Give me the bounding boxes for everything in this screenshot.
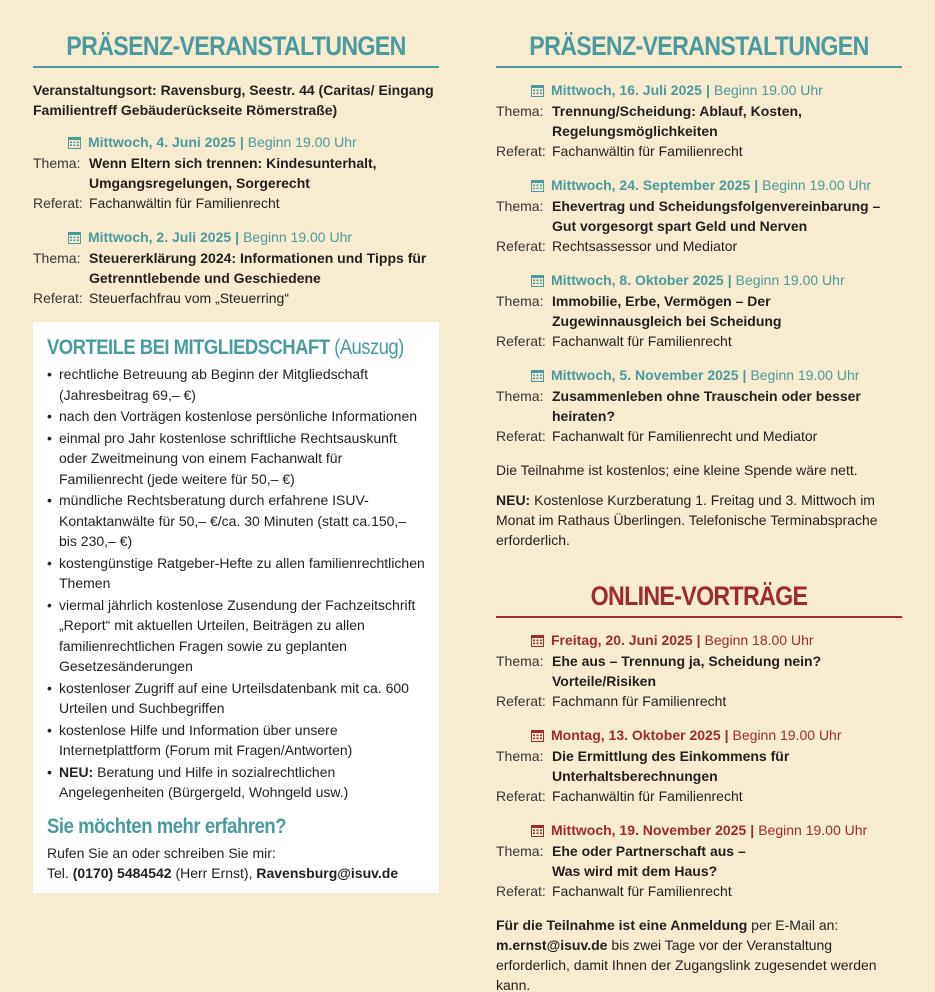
event-referat: Fachanwalt für Familienrecht	[552, 333, 732, 349]
registration-note	[496, 915, 902, 992]
event-date-line	[496, 630, 902, 650]
list-item: • kostenloser Zugriff auf eine Urteilsdatenbank mit ca. 600 Urteilen und Suchbegriffen	[47, 678, 425, 719]
thema-label: Thema:	[496, 748, 544, 764]
calendar-icon	[531, 369, 544, 382]
event-thema-row	[496, 386, 902, 426]
event-referat-row	[496, 691, 902, 711]
event-referat: Fachmann für Familienrecht	[552, 693, 727, 709]
event-referat-row	[496, 141, 902, 161]
event-date-line	[33, 227, 439, 247]
online-heading-rule	[496, 616, 902, 618]
event-online-1	[496, 725, 902, 806]
registration-bold: Für die Teilnahme ist eine Anmeldung	[496, 917, 748, 933]
thema-label: Thema:	[496, 843, 544, 859]
event-referat: Steuerfachfrau vom „Steuerring“	[89, 290, 289, 306]
neu-note	[496, 490, 902, 550]
thema-label: Thema:	[496, 198, 544, 214]
list-item: • mündliche Rechtsberatung durch erfahrene ISUV-Kontaktanwälte für 50,– €/ca. 30 Minuten (statt ca.150,– bis 230,– €)	[47, 490, 425, 552]
thema-label: Thema:	[496, 293, 544, 309]
referat-label: Referat:	[33, 195, 83, 211]
right-heading: PRÄSENZ-VERANSTALTUNGEN	[529, 31, 869, 61]
event-thema: Ehe oder Partnerschaft aus – Was wird mit dem Haus?	[552, 843, 746, 879]
event-date: Mittwoch, 16. Juli 2025	[551, 82, 702, 98]
left-heading: PRÄSENZ-VERANSTALTUNGEN	[66, 31, 406, 61]
event-thema: Wenn Eltern sich trennen: Kindesunterhalt, Umgangsregelungen, Sorgerecht	[89, 155, 377, 191]
event-begin: Beginn 18.00 Uhr	[704, 632, 814, 648]
event-date-line	[496, 725, 902, 745]
thema-label: Thema:	[33, 155, 81, 171]
event-referat: Fachanwältin für Familienrecht	[552, 788, 743, 804]
registration-text: per E-Mail an:	[751, 917, 839, 933]
event-thema: Zusammenleben ohne Trauschein oder besser heiraten?	[552, 388, 861, 424]
thema-label: Thema:	[496, 653, 544, 669]
left-column	[33, 28, 439, 893]
event-thema: Trennung/Scheidung: Ablauf, Kosten, Regelungsmöglichkeiten	[552, 103, 802, 139]
more-info-line: Rufen Sie an oder schreiben Sie mir:	[47, 844, 276, 861]
event-date: Mittwoch, 8. Oktober 2025	[551, 272, 724, 288]
event-right-1	[496, 175, 902, 256]
event-begin: Beginn 19.00 Uhr	[243, 229, 353, 245]
event-date: Mittwoch, 19. November 2025	[551, 822, 747, 838]
event-begin: Beginn 19.00 Uhr	[762, 177, 872, 193]
event-referat-row	[496, 881, 902, 901]
benefits-title-suffix: (Auszug)	[334, 336, 404, 359]
contact-name: (Herr Ernst),	[175, 864, 253, 881]
event-date: Montag, 13. Oktober 2025	[551, 727, 721, 743]
event-thema: Ehevertrag und Scheidungsfolgenvereinbarung – Gut vorgesorgt spart Geld und Nerven	[552, 198, 881, 234]
calendar-icon	[531, 729, 544, 742]
event-referat-row	[496, 331, 902, 351]
event-date-separator: |	[742, 367, 747, 383]
event-referat-row	[33, 193, 439, 213]
free-note: Die Teilnahme ist kostenlos; eine kleine Spende wäre nett.	[496, 462, 858, 478]
thema-label: Thema:	[496, 103, 544, 119]
list-item: • einmal pro Jahr kostenlose schriftliche Rechtsauskunft oder Zweitmeinung von einem Fachanwalt für Familienrecht (jede weitere für 50,– €)	[47, 428, 425, 490]
event-referat: Fachanwalt für Familienrecht	[552, 883, 732, 899]
referat-label: Referat:	[496, 693, 546, 709]
event-thema-row	[496, 746, 902, 786]
event-date: Mittwoch, 4. Juni 2025	[88, 134, 236, 150]
event-left-1	[33, 227, 439, 308]
registration-text-2: bis zwei Tage vor der Veranstaltung erforderlich, damit Ihnen der Zugangslink zugesendet werden kann.	[496, 937, 877, 992]
event-left-0	[33, 132, 439, 213]
event-begin: Beginn 19.00 Uhr	[713, 82, 823, 98]
neu-label: NEU:	[496, 492, 531, 508]
event-date-line	[496, 820, 902, 840]
list-item: • nach den Vorträgen kostenlose persönliche Informationen	[47, 406, 425, 427]
event-begin: Beginn 19.00 Uhr	[247, 134, 357, 150]
contact-email[interactable]: Ravensburg@isuv.de	[256, 864, 399, 881]
event-online-2	[496, 820, 902, 901]
event-referat-row	[496, 236, 902, 256]
event-begin: Beginn 19.00 Uhr	[758, 822, 868, 838]
thema-label: Thema:	[496, 388, 544, 404]
spacer	[496, 560, 902, 578]
event-begin: Beginn 19.00 Uhr	[750, 367, 860, 383]
neu-text: Kostenlose Kurzberatung 1. Freitag und 3. Mittwoch im Monat im Rathaus Überlingen. Telefonische Terminabsprache erforderlich.	[496, 492, 878, 548]
more-info-title: Sie möchten mehr erfahren?	[47, 814, 287, 838]
event-begin: Beginn 19.00 Uhr	[732, 727, 842, 743]
event-date-separator: |	[239, 134, 244, 150]
online-heading: ONLINE-VORTRÄGE	[590, 581, 808, 611]
list-item: • rechtliche Betreuung ab Beginn der Mitgliedschaft (Jahresbeitrag 69,– €)	[47, 364, 425, 405]
event-date-separator: |	[727, 272, 732, 288]
event-thema-row	[496, 291, 902, 331]
event-referat: Fachanwältin für Familienrecht	[89, 195, 280, 211]
referat-label: Referat:	[33, 290, 83, 306]
list-item: • kostengünstige Ratgeber-Hefte zu allen familienrechtlichen Themen	[47, 553, 425, 594]
event-thema: Steuererklärung 2024: Informationen und Tipps für Getrenntlebende und Geschiedene	[89, 250, 427, 286]
event-referat: Fachanwältin für Familienrecht	[552, 143, 743, 159]
referat-label: Referat:	[496, 143, 546, 159]
event-date-line	[33, 132, 439, 152]
referat-label: Referat:	[496, 238, 546, 254]
event-date-separator: |	[724, 727, 729, 743]
referat-label: Referat:	[496, 788, 546, 804]
event-referat-row	[496, 426, 902, 446]
left-heading-rule	[33, 66, 439, 68]
contact-line	[47, 863, 425, 883]
calendar-icon	[531, 179, 544, 192]
event-thema-row	[33, 153, 439, 193]
event-date: Mittwoch, 2. Juli 2025	[88, 229, 232, 245]
event-date: Mittwoch, 5. November 2025	[551, 367, 739, 383]
event-date: Freitag, 20. Juni 2025	[551, 632, 693, 648]
list-item: • viermal jährlich kostenlose Zusendung der Fachzeitschrift „Report“ mit aktuellen Urteilen, Beiträgen zu allen familienrechtlichen Fragen sowie zu geplanten Gesetzesänderungen	[47, 595, 425, 677]
event-referat-row	[33, 288, 439, 308]
neu-text: Beratung und Hilfe in sozialrechtlichen Angelegenheiten (Bürgergeld, Wohngeld usw.)	[59, 763, 349, 800]
event-date: Mittwoch, 24. September 2025	[551, 177, 751, 193]
event-referat: Rechtsassessor und Mediator	[552, 238, 738, 254]
event-date-line	[496, 365, 902, 385]
tel-prefix: Tel.	[47, 864, 69, 881]
event-right-0	[496, 80, 902, 161]
referat-label: Referat:	[496, 428, 546, 444]
calendar-icon	[531, 824, 544, 837]
event-referat-row	[496, 786, 902, 806]
event-thema-row	[496, 651, 902, 691]
referat-label: Referat:	[496, 333, 546, 349]
benefits-box	[33, 322, 439, 893]
event-thema-row	[33, 248, 439, 288]
event-date-line	[496, 175, 902, 195]
event-thema-row	[496, 841, 902, 881]
event-begin: Beginn 19.00 Uhr	[735, 272, 845, 288]
event-date-separator: |	[750, 822, 755, 838]
venue: Veranstaltungsort: Ravensburg, Seestr. 44 (Caritas/ Eingang Familientreff Gebäuderückseite Römerstraße)	[33, 82, 434, 118]
referat-label: Referat:	[496, 883, 546, 899]
event-date-line	[496, 270, 902, 290]
right-heading-rule	[496, 66, 902, 68]
neu-label: NEU:	[59, 763, 94, 780]
event-right-3	[496, 365, 902, 446]
event-date-separator: |	[754, 177, 759, 193]
event-online-0	[496, 630, 902, 711]
event-thema: Die Ermittlung des Einkommens für Unterhaltsberechnungen	[552, 748, 790, 784]
event-date-separator: |	[235, 229, 240, 245]
event-thema-row	[496, 196, 902, 236]
phone-number[interactable]: (0170) 5484542	[72, 864, 172, 881]
event-date-separator: |	[705, 82, 710, 98]
calendar-icon	[68, 136, 81, 149]
thema-label: Thema:	[33, 250, 81, 266]
calendar-icon	[531, 84, 544, 97]
event-thema-row	[496, 101, 902, 141]
right-column	[496, 28, 902, 992]
benefits-title-main: VORTEILE BEI MITGLIEDSCHAFT	[47, 336, 330, 359]
list-item: • kostenlose Hilfe und Information über unsere Internetplattform (Forum mit Fragen/Antworten)	[47, 720, 425, 761]
calendar-icon	[68, 231, 81, 244]
registration-email[interactable]: m.ernst@isuv.de	[496, 937, 608, 953]
event-date-line	[496, 80, 902, 100]
event-referat: Fachanwalt für Familienrecht und Mediator	[552, 428, 818, 444]
event-right-2	[496, 270, 902, 351]
benefits-list	[47, 364, 425, 803]
calendar-icon	[531, 274, 544, 287]
benefits-title	[47, 334, 404, 362]
list-item	[47, 762, 425, 803]
event-date-separator: |	[696, 632, 701, 648]
event-thema: Ehe aus – Trennung ja, Scheidung nein? Vorteile/Risiken	[552, 653, 822, 689]
calendar-icon	[531, 634, 544, 647]
event-thema: Immobilie, Erbe, Vermögen – Der Zugewinnausgleich bei Scheidung	[552, 293, 782, 329]
